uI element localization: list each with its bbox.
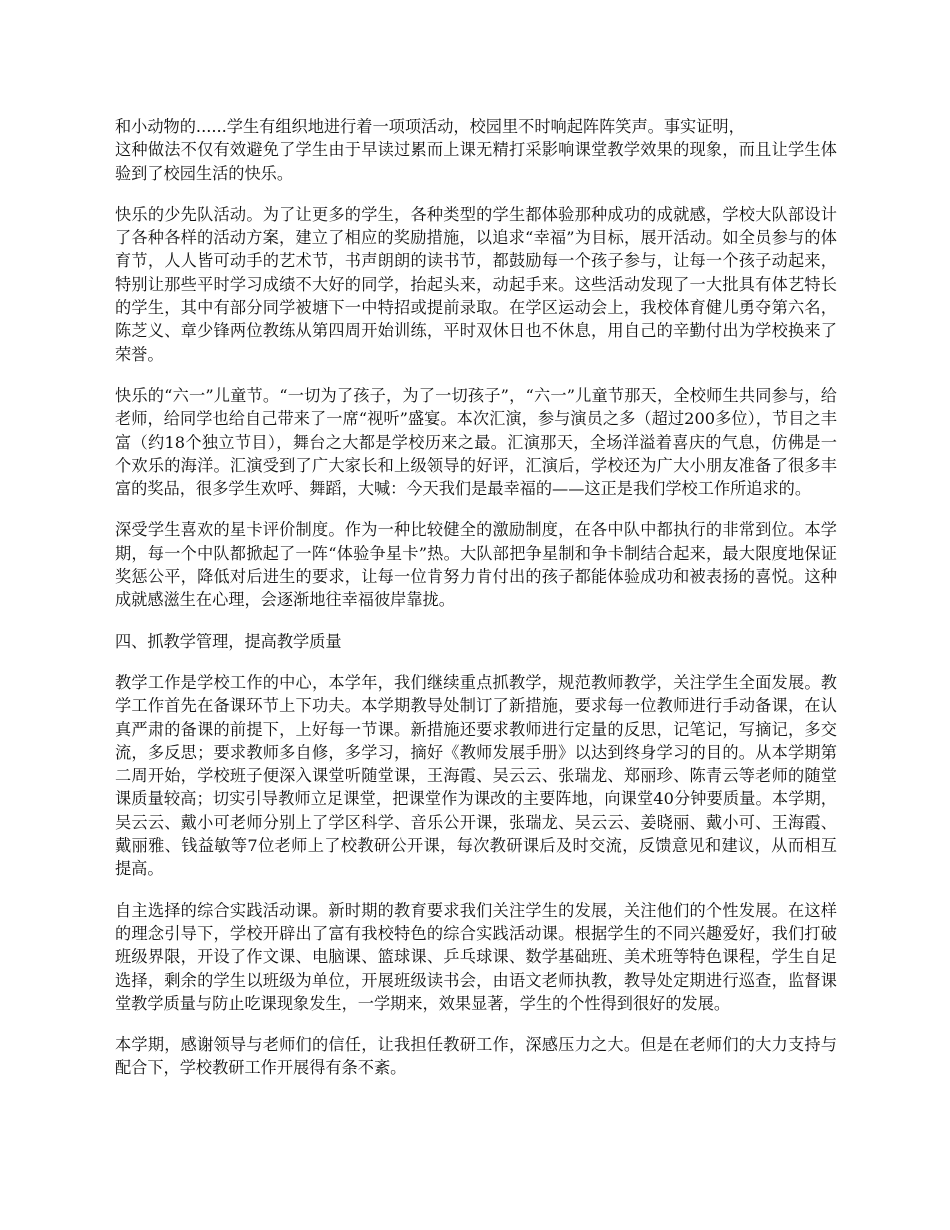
paragraph-young-pioneers: 快乐的少先队活动。为了让更多的学生，各种类型的学生都体验那种成功的成就感，学校大队部设计了各种各样的活动方案，建立了相应的奖励措施，以追求“幸福”为目标，展开活动。如全员参与的体育节，人人皆可动手的艺术节，书声朗朗的读书节，都鼓励每一个孩子参与，让每一个孩子动起来，特别让那些平时学习成绩不大好的同学，抬起头来，动起手来。这些活动发现了一大批具有体艺特长的学生，其中有部分同学被塘下一中特招或提前录取。在学区运动会上，我校体育健儿勇夺第六名，陈芝义、章少锋两位教练从第四周开始训练，平时双休日也不休息，用自己的辛勤付出为学校换来了荣誉。 (115, 204, 837, 364)
paragraph-practice-courses: 自主选择的综合实践活动课。新时期的教育要求我们关注学生的发展，关注他们的个性发展。在这样的理念引导下，学校开辟出了富有我校特色的综合实践活动课。根据学生的不同兴趣爱好，我们打破班级界限，开设了作文课、电脑课、篮球课、乒乓球课、数学基础班、美术班等特色课程，学生自足选择，剩余的学生以班级为单位，开展班级读书会，由语文老师执教，教导处定期进行巡查，监督课堂教学质量与防止吃课现象发生，一学期来，效果显著，学生的个性得到很好的发展。 (115, 900, 837, 1013)
paragraph-star-card: 深受学生喜欢的星卡评价制度。作为一种比较健全的激励制度，在各中队中都执行的非常到位。本学期，每一个中队都掀起了一阵“体验争星卡”热。大队部把争星制和争卡制结合起来，最大限度地保证奖惩公平，降低对后进生的要求，让每一位肯努力肯付出的孩子都能体验成功和被表扬的喜悦。这种成就感滋生在心理，会逐渐地往幸福彼岸靠拢。 (115, 520, 837, 610)
section-heading-teaching: 四、抓教学管理，提高教学质量 (115, 631, 342, 651)
paragraph-childrens-day: 快乐的“六一”儿童节。“一切为了孩子，为了一切孩子”，“六一”儿童节那天，全校师生共同参与，给老师，给同学也给自己带来了一席“视听”盛宴。本次汇演，参与演员之多（超过200多位），节目之丰富（约18个独立节目），舞台之大都是学校历来之最。汇演那天，全场洋溢着喜庆的气息，仿佛是一个欢乐的海洋。汇演受到了广大家长和上级领导的好评，汇演后，学校还为广大小朋友准备了很多丰富的奖品，很多学生欢呼、舞蹈，大喊：今天我们是最幸福的——这正是我们学校工作所追求的。 (115, 385, 837, 499)
paragraph-school-activities: 和小动物的......学生有组织地进行着一项项活动，校园里不时响起阵阵笑声。事实证明， 这种做法不仅有效避免了学生由于早读过累而上课无精打采影响课堂教学效果的现象，而且让学生体验到了校园生活的快乐。 (115, 117, 837, 183)
paragraph-research-work: 本学期，感谢领导与老师们的信任，让我担任教研工作，深感压力之大。但是在老师们的大力支持与配合下，学校教研工作开展得有条不紊。 (115, 1035, 837, 1078)
paragraph-teaching-management: 教学工作是学校工作的中心，本学年，我们继续重点抓教学，规范教师教学，关注学生全面发展。教学工作首先在备课环节上下功夫。本学期教导处制订了新措施，要求每一位教师进行手动备课，在认真严肃的备课的前提下，上好每一节课。新措施还要求教师进行定量的反思，记笔记，写摘记，多交流，多反思；要求教师多自修，多学习，摘好《教师发展手册》以达到终身学习的目的。从本学期第二周开始，学校班子便深入课堂听随堂课，王海霞、吴云云、张瑞龙、郑丽珍、陈青云等老师的随堂课质量较高；切实引导教师立足课堂，把课堂作为课改的主要阵地，向课堂40分钟要质量。本学期，吴云云、戴小可老师分别上了学区科学、音乐公开课，张瑞龙、吴云云、姜晓丽、戴小可、王海霞、戴丽雅、钱益敏等7位老师上了校教研公开课，每次教研课后及时交流，反馈意见和建议，从而相互提高。 (115, 672, 837, 879)
document-body (115, 115, 837, 1098)
